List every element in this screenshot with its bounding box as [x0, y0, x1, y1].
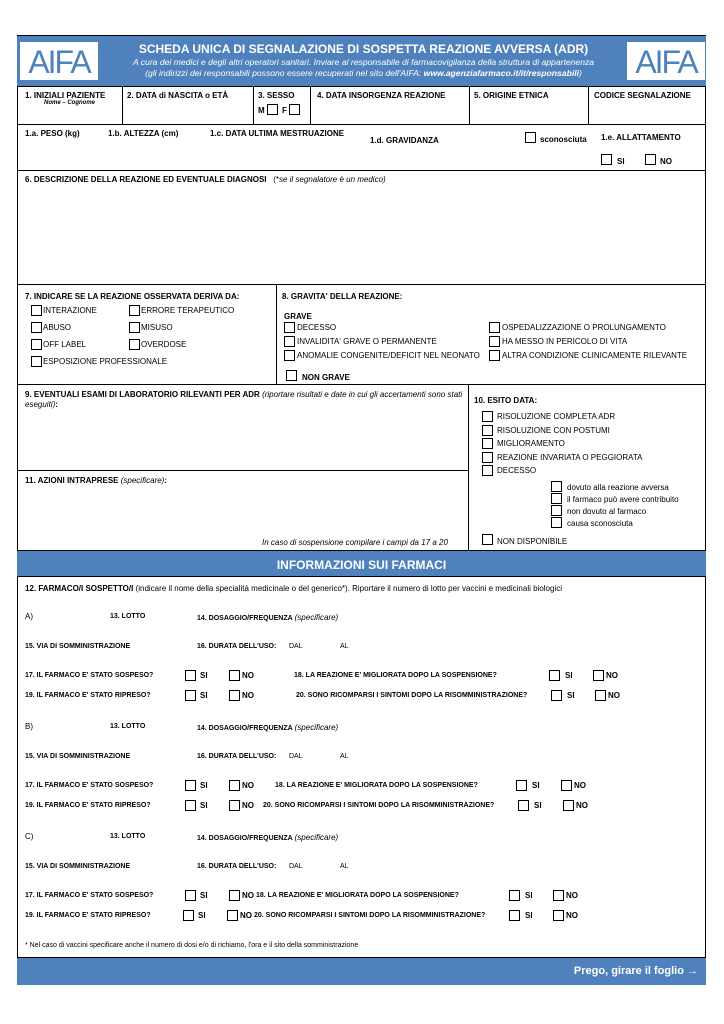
divider	[276, 284, 277, 384]
ricomparsi-no-checkbox[interactable]	[563, 800, 574, 811]
al-label: AL	[340, 753, 349, 760]
sospeso-no-checkbox[interactable]	[229, 670, 240, 681]
no-label: NO	[576, 801, 588, 810]
aifa-logo-icon	[627, 42, 705, 80]
altezza-label: 1.b. ALTEZZA (cm)	[108, 129, 179, 138]
decesso-sub-label: il farmaco può avere contribuito	[567, 495, 679, 504]
ricomparsi-label: 20. SONO RICOMPARSI I SINTOMI DOPO LA RISOMMINISTRAZIONE?	[263, 802, 495, 809]
gravita-option-label: HA MESSO IN PERICOLO DI VITA	[502, 337, 628, 346]
responsabili-link[interactable]: www.agenziafarmaco.it/it/responsabili	[423, 68, 580, 78]
divider	[310, 86, 311, 124]
vaccini-footnote: * Nel caso di vaccini specificare anche il numero di dosi e/o di richiamo, l'ora e il sito della somministrazione	[25, 942, 359, 949]
si-label: SI	[200, 671, 208, 680]
specificare-text: (specificare)	[294, 723, 339, 732]
aifa-logo-icon	[20, 42, 98, 80]
si-label: SI	[525, 911, 533, 920]
no-label: NO	[242, 801, 254, 810]
non-grave-label: NON GRAVE	[302, 373, 350, 382]
esito-label: 10. ESITO DATA:	[474, 396, 538, 405]
migliorata-si-checkbox[interactable]	[509, 890, 520, 901]
no-label: NO	[242, 671, 254, 680]
esito-checkbox[interactable]	[482, 438, 493, 449]
decesso-sub-label: dovuto alla reazione avversa	[567, 483, 669, 492]
esami-label: 9. EVENTUALI ESAMI DI LABORATORIO RILEVANTI PER ADR (riportare risultati e date in cui gli accertamenti sono stati eseguiti):	[25, 390, 463, 409]
farmaci-title: INFORMAZIONI SUI FARMACI	[276, 558, 447, 572]
mestruazione-label: 1.c. DATA ULTIMA MESTRUAZIONE	[210, 129, 345, 138]
dosaggio-label	[197, 833, 338, 842]
durata-label: 16. DURATA DELL'USO:	[197, 863, 277, 870]
codice-label: CODICE SEGNALAZIONE	[594, 91, 691, 100]
via-label: 15. VIA DI SOMMINISTRAZIONE	[25, 643, 131, 650]
origine-label: 5. ORIGINE ETNICA	[474, 91, 549, 100]
deriva-option-label: INTERAZIONE	[43, 306, 97, 315]
divider	[17, 384, 706, 385]
si-label: SI	[200, 691, 208, 700]
gravidanza-sconosciuta-checkbox[interactable]	[525, 132, 536, 143]
decesso-sub-checkbox[interactable]	[551, 517, 562, 528]
sospeso-no-checkbox[interactable]	[229, 780, 240, 791]
ripreso-si-checkbox[interactable]	[185, 690, 196, 701]
divider	[17, 284, 706, 285]
ripreso-no-checkbox[interactable]	[227, 910, 238, 921]
decesso-sub-checkbox[interactable]	[551, 493, 562, 504]
ripreso-no-checkbox[interactable]	[229, 800, 240, 811]
no-label: NO	[566, 911, 578, 920]
allattamento-label: 1.e. ALLATTAMENTO	[601, 133, 681, 142]
deriva-checkbox[interactable]	[31, 322, 42, 333]
durata-label: 16. DURATA DELL'USO:	[197, 753, 277, 760]
aifa-logo-left	[20, 42, 100, 78]
sesso-f-checkbox[interactable]	[289, 104, 300, 115]
esito-checkbox[interactable]	[482, 465, 493, 476]
deriva-option-label: OFF LABEL	[43, 340, 87, 349]
sesso-label: 3. SESSO	[258, 91, 295, 100]
si-label: SI	[532, 781, 540, 790]
form-subtitle-2: (gli indirizzi dei responsabili possono essere recuperati nel sito dell'AIFA: www.agenziafarmaco.it/it/responsabili)	[145, 68, 582, 78]
lotto-label: 13. LOTTO	[110, 723, 146, 730]
dal-label: DAL	[289, 643, 303, 650]
gravita-checkbox[interactable]	[284, 350, 295, 361]
arrow-right-icon: →	[687, 965, 698, 977]
specificare-text: (specificare)	[294, 613, 339, 622]
ripreso-si-checkbox[interactable]	[183, 910, 194, 921]
sesso-m-label: M	[258, 106, 265, 115]
deriva-checkbox[interactable]	[129, 339, 140, 350]
ricomparsi-label: 20. SONO RICOMPARSI I SINTOMI DOPO LA RISOMMINISTRAZIONE?	[254, 912, 486, 919]
deriva-option-label: ERRORE TERAPEUTICO	[141, 306, 235, 315]
divider	[17, 470, 469, 471]
decesso-sub-checkbox[interactable]	[551, 481, 562, 492]
svg-text:AIFA: AIFA	[28, 44, 90, 80]
divider	[253, 86, 254, 124]
gravita-option-label: DECESSO	[297, 323, 337, 332]
insorgenza-label: 4. DATA INSORGENZA REAZIONE	[317, 91, 446, 100]
deriva-option-label: MISUSO	[141, 323, 173, 332]
form-subtitle: A cura dei medici e degli altri operatori sanitari. Inviare al responsabile di farmacovigilanza della struttura di appartenenza	[132, 57, 595, 67]
si-label: SI	[525, 891, 533, 900]
esito-checkbox[interactable]	[482, 452, 493, 463]
esito-checkbox[interactable]	[482, 411, 493, 422]
no-label: NO	[242, 891, 254, 900]
divider	[588, 86, 589, 124]
deriva-checkbox[interactable]	[129, 305, 140, 316]
sesso-m-checkbox[interactable]	[267, 104, 278, 115]
ricomparsi-si-checkbox[interactable]	[551, 690, 562, 701]
esito-option-label: DECESSO	[497, 466, 537, 475]
esito-option-label: REAZIONE INVARIATA O PEGGIORATA	[497, 452, 643, 462]
peso-label: 1.a. PESO (kg)	[25, 129, 80, 138]
ricomparsi-no-checkbox[interactable]	[553, 910, 564, 921]
ricomparsi-si-checkbox[interactable]	[509, 910, 520, 921]
drug-letter: A)	[25, 612, 33, 621]
dal-label: DAL	[289, 863, 303, 870]
gravita-option-label: ANOMALIE CONGENITE/DEFICIT NEL NEONATO	[297, 351, 480, 360]
allattamento-si-label: SI	[617, 157, 625, 166]
esito-option-label: RISOLUZIONE COMPLETA ADR	[497, 412, 616, 421]
sconosciuta-label: sconosciuta	[540, 135, 587, 144]
gravita-option-label: ALTRA CONDIZIONE CLINICAMENTE RILEVANTE	[502, 351, 688, 360]
deriva-option-label: ABUSO	[43, 323, 72, 332]
aifa-logo-right	[627, 42, 707, 78]
gravidanza-label: 1.d. GRAVIDANZA	[370, 136, 439, 145]
si-label: SI	[567, 691, 575, 700]
deriva-checkbox[interactable]	[129, 322, 140, 333]
sospeso-si-checkbox[interactable]	[185, 670, 196, 681]
gravita-checkbox[interactable]	[489, 336, 500, 347]
sesso-f-label: F	[282, 106, 287, 115]
dosaggio-label	[197, 723, 338, 732]
no-label: NO	[608, 691, 620, 700]
divider	[17, 170, 706, 171]
si-label: SI	[200, 801, 208, 810]
ripreso-label: 19. IL FARMACO E' STATO RIPRESO?	[25, 912, 151, 919]
ripreso-no-checkbox[interactable]	[229, 690, 240, 701]
esito-checkbox[interactable]	[482, 425, 493, 436]
ricomparsi-si-checkbox[interactable]	[518, 800, 529, 811]
allattamento-si-checkbox[interactable]	[601, 154, 612, 165]
iniziali-sub: Nome – Cognome	[44, 100, 96, 106]
migliorata-label: 18. LA REAZIONE E' MIGLIORATA DOPO LA SOSPENSIONE?	[256, 892, 459, 899]
allattamento-no-label: NO	[660, 157, 672, 166]
ricomparsi-label: 20. SONO RICOMPARSI I SINTOMI DOPO LA RISOMMINISTRAZIONE?	[296, 692, 528, 699]
gravita-option-label: OSPEDALIZZAZIONE O PROLUNGAMENTO	[502, 323, 666, 332]
via-label: 15. VIA DI SOMMINISTRAZIONE	[25, 863, 131, 870]
no-label: NO	[240, 911, 252, 920]
drug-letter: B)	[25, 722, 33, 731]
nascita-label: 2. DATA di NASCITA o ETÀ	[127, 91, 229, 100]
decesso-sub-checkbox[interactable]	[551, 505, 562, 516]
ripreso-label: 19. IL FARMACO E' STATO RIPRESO?	[25, 802, 151, 809]
dosaggio-text: 14. DOSAGGIO/FREQUENZA	[197, 725, 293, 732]
ricomparsi-no-checkbox[interactable]	[595, 690, 606, 701]
migliorata-no-checkbox[interactable]	[593, 670, 604, 681]
deriva-checkbox[interactable]	[31, 339, 42, 350]
non-disponibile-checkbox[interactable]	[482, 534, 493, 545]
sospeso-no-checkbox[interactable]	[229, 890, 240, 901]
esito-option-label: RISOLUZIONE CON POSTUMI	[497, 425, 610, 435]
gravita-checkbox[interactable]	[284, 336, 295, 347]
si-label: SI	[534, 801, 542, 810]
no-label: NO	[606, 671, 618, 680]
deriva-checkbox[interactable]	[31, 305, 42, 316]
gravita-option-label: INVALIDITA' GRAVE O PERMANENTE	[297, 337, 437, 346]
deriva-option-label: OVERDOSE	[141, 340, 187, 349]
migliorata-si-checkbox[interactable]	[549, 670, 560, 681]
grave-label: GRAVE	[284, 312, 312, 321]
allattamento-no-checkbox[interactable]	[645, 154, 656, 165]
decesso-sub-label: non dovuto al farmaco	[567, 507, 647, 516]
deriva-option-label: ESPOSIZIONE PROFESSIONALE	[43, 357, 168, 366]
gravita-checkbox[interactable]	[489, 350, 500, 361]
form-title: SCHEDA UNICA DI SEGNALAZIONE DI SOSPETTA REAZIONE AVVERSA (ADR)	[138, 42, 589, 56]
si-label: SI	[565, 671, 573, 680]
si-label: SI	[200, 891, 208, 900]
girare-foglio-label: Prego, girare il foglio →	[573, 965, 698, 977]
azioni-label: 11. AZIONI INTRAPRESE (specificare):	[25, 476, 167, 485]
non-grave-checkbox[interactable]	[286, 370, 297, 381]
al-label: AL	[340, 863, 349, 870]
descrizione-label: 6. DESCRIZIONE DELLA REAZIONE ED EVENTUALE DIAGNOSI (*se il segnalatore è un medico)	[25, 175, 386, 184]
no-label: NO	[574, 781, 586, 790]
divider	[17, 86, 706, 87]
sospeso-label: 17. IL FARMACO E' STATO SOSPESO?	[25, 892, 154, 899]
farmaco-sospetto-label: 12. FARMACO/I SOSPETTO/I (indicare il nome della specialità medicinale o del generico*). Riportare il numero di lotto per vaccini e medicinali biologici	[25, 584, 562, 593]
sospeso-label: 17. IL FARMACO E' STATO SOSPESO?	[25, 782, 154, 789]
lotto-label: 13. LOTTO	[110, 613, 146, 620]
drug-letter: C)	[25, 832, 34, 841]
sospeso-label: 17. IL FARMACO E' STATO SOSPESO?	[25, 672, 154, 679]
lotto-label: 13. LOTTO	[110, 833, 146, 840]
si-label: SI	[200, 781, 208, 790]
migliorata-no-checkbox[interactable]	[561, 780, 572, 791]
migliorata-si-checkbox[interactable]	[516, 780, 527, 791]
dosaggio-text: 14. DOSAGGIO/FREQUENZA	[197, 615, 293, 622]
no-label: NO	[242, 691, 254, 700]
decesso-sub-label: causa sconosciuta	[567, 519, 633, 528]
gravita-label: 8. GRAVITA' DELLA REAZIONE:	[282, 292, 403, 301]
dal-label: DAL	[289, 753, 303, 760]
migliorata-label: 18. LA REAZIONE E' MIGLIORATA DOPO LA SOSPENSIONE?	[275, 782, 478, 789]
no-label: NO	[242, 781, 254, 790]
sospeso-si-checkbox[interactable]	[185, 780, 196, 791]
divider	[468, 384, 469, 550]
deriva-label: 7. INDICARE SE LA REAZIONE OSSERVATA DERIVA DA:	[25, 292, 240, 301]
no-label: NO	[566, 891, 578, 900]
gravita-checkbox[interactable]	[489, 322, 500, 333]
durata-label: 16. DURATA DELL'USO:	[197, 643, 277, 650]
sospeso-si-checkbox[interactable]	[185, 890, 196, 901]
esito-option-label: MIGLIORAMENTO	[497, 439, 565, 448]
descrizione-field[interactable]	[18, 186, 705, 284]
dosaggio-text: 14. DOSAGGIO/FREQUENZA	[197, 835, 293, 842]
migliorata-no-checkbox[interactable]	[553, 890, 564, 901]
iniziali-label: 1. INIZIALI PAZIENTE	[25, 91, 106, 100]
ripreso-si-checkbox[interactable]	[185, 800, 196, 811]
migliorata-label: 18. LA REAZIONE E' MIGLIORATA DOPO LA SOSPENSIONE?	[294, 672, 497, 679]
gravita-checkbox[interactable]	[284, 322, 295, 333]
non-disponibile-label: NON DISPONIBILE	[497, 537, 568, 546]
sospensione-note: In caso di sospensione compilare i campi da 17 a 20	[262, 538, 448, 547]
al-label: AL	[340, 643, 349, 650]
deriva-checkbox[interactable]	[31, 356, 42, 367]
dosaggio-label	[197, 613, 338, 622]
specificare-text: (specificare)	[294, 833, 339, 842]
ripreso-label: 19. IL FARMACO E' STATO RIPRESO?	[25, 692, 151, 699]
divider	[17, 124, 706, 125]
si-label: SI	[198, 911, 206, 920]
divider	[469, 86, 470, 124]
svg-text:AIFA: AIFA	[635, 44, 697, 80]
divider	[122, 86, 123, 124]
via-label: 15. VIA DI SOMMINISTRAZIONE	[25, 753, 131, 760]
